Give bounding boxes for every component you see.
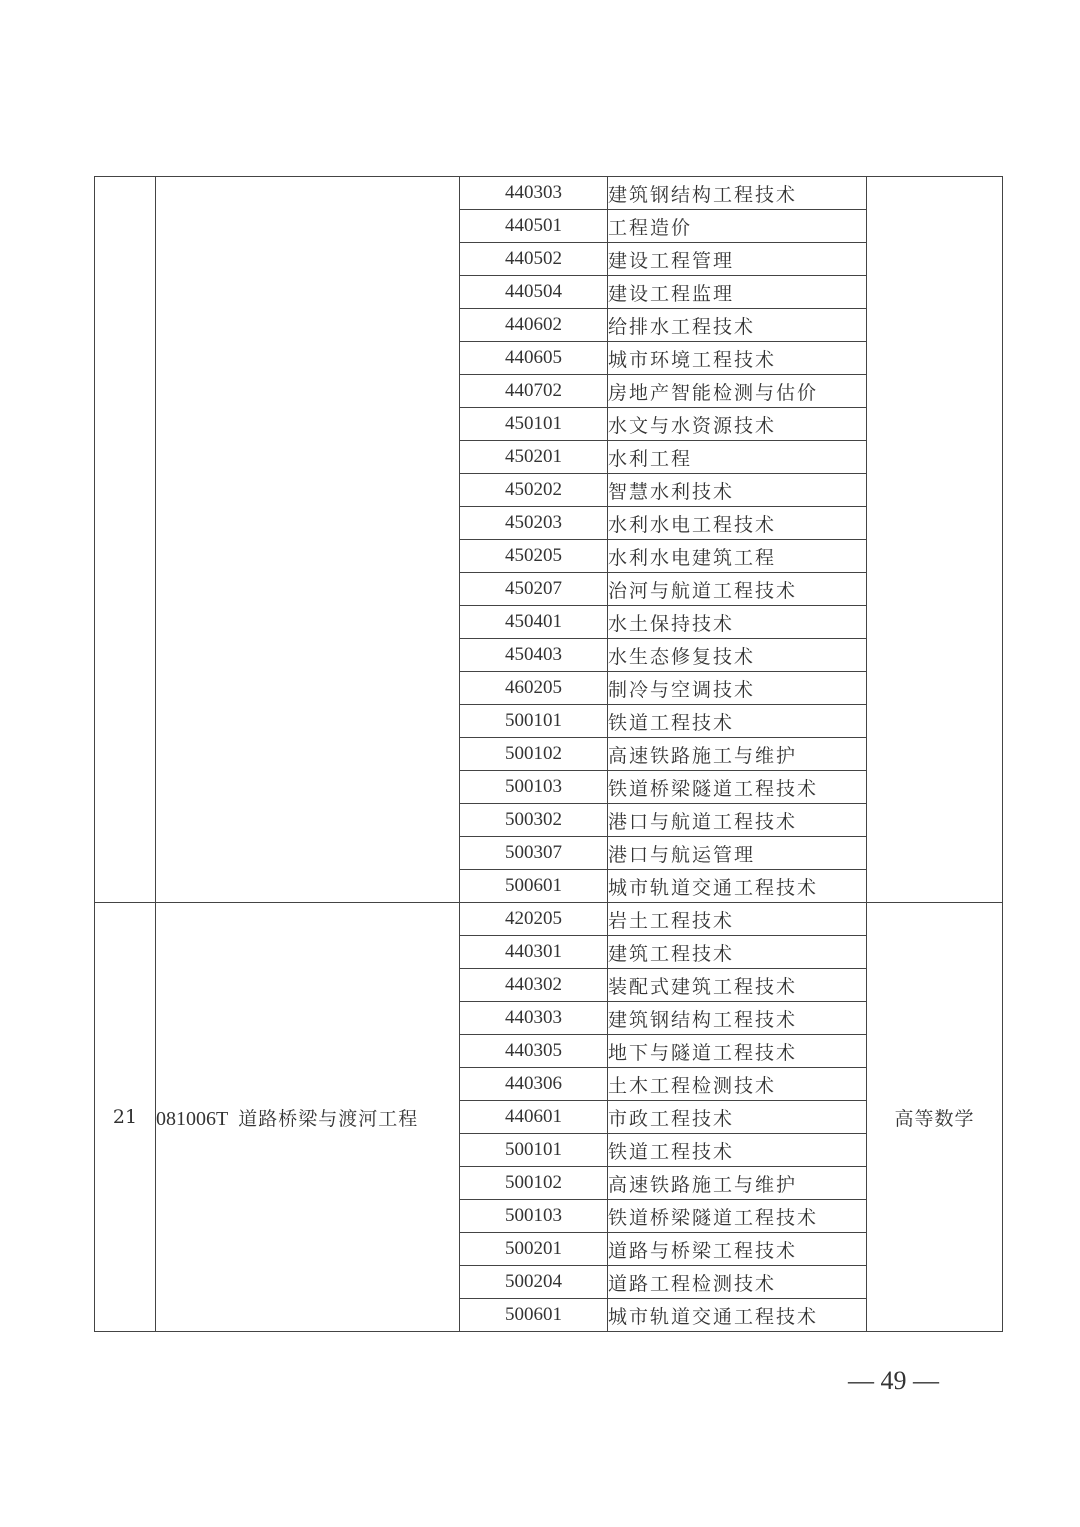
undergrad-major-name: 道路桥梁与渡河工程 xyxy=(238,1107,419,1130)
vocational-major-name: 地下与隧道工程技术 xyxy=(608,1035,867,1068)
row-index-cell xyxy=(95,177,156,903)
page-number: — 49 — xyxy=(848,1366,939,1395)
vocational-major-code: 500601 xyxy=(460,870,608,903)
vocational-major-code: 500204 xyxy=(460,1266,608,1299)
undergrad-major-cell xyxy=(156,903,460,1332)
vocational-major-code: 440502 xyxy=(460,243,608,276)
vocational-major-name: 市政工程技术 xyxy=(608,1101,867,1134)
vocational-major-name: 制冷与空调技术 xyxy=(608,672,867,705)
vocational-major-code: 420205 xyxy=(460,903,608,936)
vocational-major-name: 智慧水利技术 xyxy=(608,474,867,507)
vocational-major-code: 500102 xyxy=(460,738,608,771)
vocational-major-code: 440602 xyxy=(460,309,608,342)
vocational-major-code: 440702 xyxy=(460,375,608,408)
vocational-major-code: 500601 xyxy=(460,1299,608,1332)
vocational-major-name: 城市环境工程技术 xyxy=(608,342,867,375)
vocational-major-name: 铁道桥梁隧道工程技术 xyxy=(608,1200,867,1233)
vocational-major-name: 港口与航运管理 xyxy=(608,837,867,870)
vocational-major-name: 高速铁路施工与维护 xyxy=(608,738,867,771)
vocational-major-name: 建筑钢结构工程技术 xyxy=(608,177,867,210)
vocational-major-code: 440601 xyxy=(460,1101,608,1134)
exam-subject-cell: 高等数学 xyxy=(867,903,1003,1332)
vocational-major-code: 500201 xyxy=(460,1233,608,1266)
row-index-cell: 21 xyxy=(95,903,156,1332)
majors-table xyxy=(94,176,1003,1332)
vocational-major-name: 工程造价 xyxy=(608,210,867,243)
vocational-major-name: 治河与航道工程技术 xyxy=(608,573,867,606)
vocational-major-code: 440303 xyxy=(460,1002,608,1035)
vocational-major-name: 高速铁路施工与维护 xyxy=(608,1167,867,1200)
vocational-major-code: 500101 xyxy=(460,1134,608,1167)
vocational-major-code: 500103 xyxy=(460,771,608,804)
vocational-major-name: 港口与航道工程技术 xyxy=(608,804,867,837)
vocational-major-code: 460205 xyxy=(460,672,608,705)
vocational-major-name: 岩土工程技术 xyxy=(608,903,867,936)
vocational-major-code: 440302 xyxy=(460,969,608,1002)
vocational-major-code: 500302 xyxy=(460,804,608,837)
vocational-major-name: 城市轨道交通工程技术 xyxy=(608,1299,867,1332)
vocational-major-name: 建设工程管理 xyxy=(608,243,867,276)
vocational-major-code: 450403 xyxy=(460,639,608,672)
vocational-major-name: 水文与水资源技术 xyxy=(608,408,867,441)
vocational-major-code: 440501 xyxy=(460,210,608,243)
vocational-major-code: 450201 xyxy=(460,441,608,474)
vocational-major-name: 土木工程检测技术 xyxy=(608,1068,867,1101)
vocational-major-code: 440306 xyxy=(460,1068,608,1101)
vocational-major-name: 房地产智能检测与估价 xyxy=(608,375,867,408)
vocational-major-name: 建筑钢结构工程技术 xyxy=(608,1002,867,1035)
vocational-major-code: 500103 xyxy=(460,1200,608,1233)
vocational-major-name: 铁道工程技术 xyxy=(608,705,867,738)
vocational-major-code: 450202 xyxy=(460,474,608,507)
table-row xyxy=(95,177,1003,210)
majors-table-body xyxy=(95,177,1003,1332)
vocational-major-name: 水土保持技术 xyxy=(608,606,867,639)
vocational-major-name: 道路工程检测技术 xyxy=(608,1266,867,1299)
undergrad-major-code: 081006T xyxy=(156,1107,229,1130)
vocational-major-code: 500101 xyxy=(460,705,608,738)
vocational-major-code: 500307 xyxy=(460,837,608,870)
vocational-major-code: 500102 xyxy=(460,1167,608,1200)
vocational-major-name: 建筑工程技术 xyxy=(608,936,867,969)
vocational-major-code: 440605 xyxy=(460,342,608,375)
vocational-major-code: 440305 xyxy=(460,1035,608,1068)
table-row xyxy=(95,903,1003,936)
vocational-major-code: 440303 xyxy=(460,177,608,210)
vocational-major-name: 给排水工程技术 xyxy=(608,309,867,342)
vocational-major-name: 水生态修复技术 xyxy=(608,639,867,672)
vocational-major-name: 水利工程 xyxy=(608,441,867,474)
vocational-major-code: 440504 xyxy=(460,276,608,309)
vocational-major-name: 铁道桥梁隧道工程技术 xyxy=(608,771,867,804)
vocational-major-name: 铁道工程技术 xyxy=(608,1134,867,1167)
vocational-major-code: 450205 xyxy=(460,540,608,573)
vocational-major-code: 450207 xyxy=(460,573,608,606)
undergrad-major-cell xyxy=(156,177,460,903)
vocational-major-code: 450401 xyxy=(460,606,608,639)
vocational-major-code: 450203 xyxy=(460,507,608,540)
vocational-major-name: 道路与桥梁工程技术 xyxy=(608,1233,867,1266)
vocational-major-name: 建设工程监理 xyxy=(608,276,867,309)
vocational-major-name: 装配式建筑工程技术 xyxy=(608,969,867,1002)
vocational-major-code: 450101 xyxy=(460,408,608,441)
exam-subject-cell xyxy=(867,177,1003,903)
vocational-major-code: 440301 xyxy=(460,936,608,969)
vocational-major-name: 水利水电建筑工程 xyxy=(608,540,867,573)
vocational-major-name: 水利水电工程技术 xyxy=(608,507,867,540)
vocational-major-name: 城市轨道交通工程技术 xyxy=(608,870,867,903)
